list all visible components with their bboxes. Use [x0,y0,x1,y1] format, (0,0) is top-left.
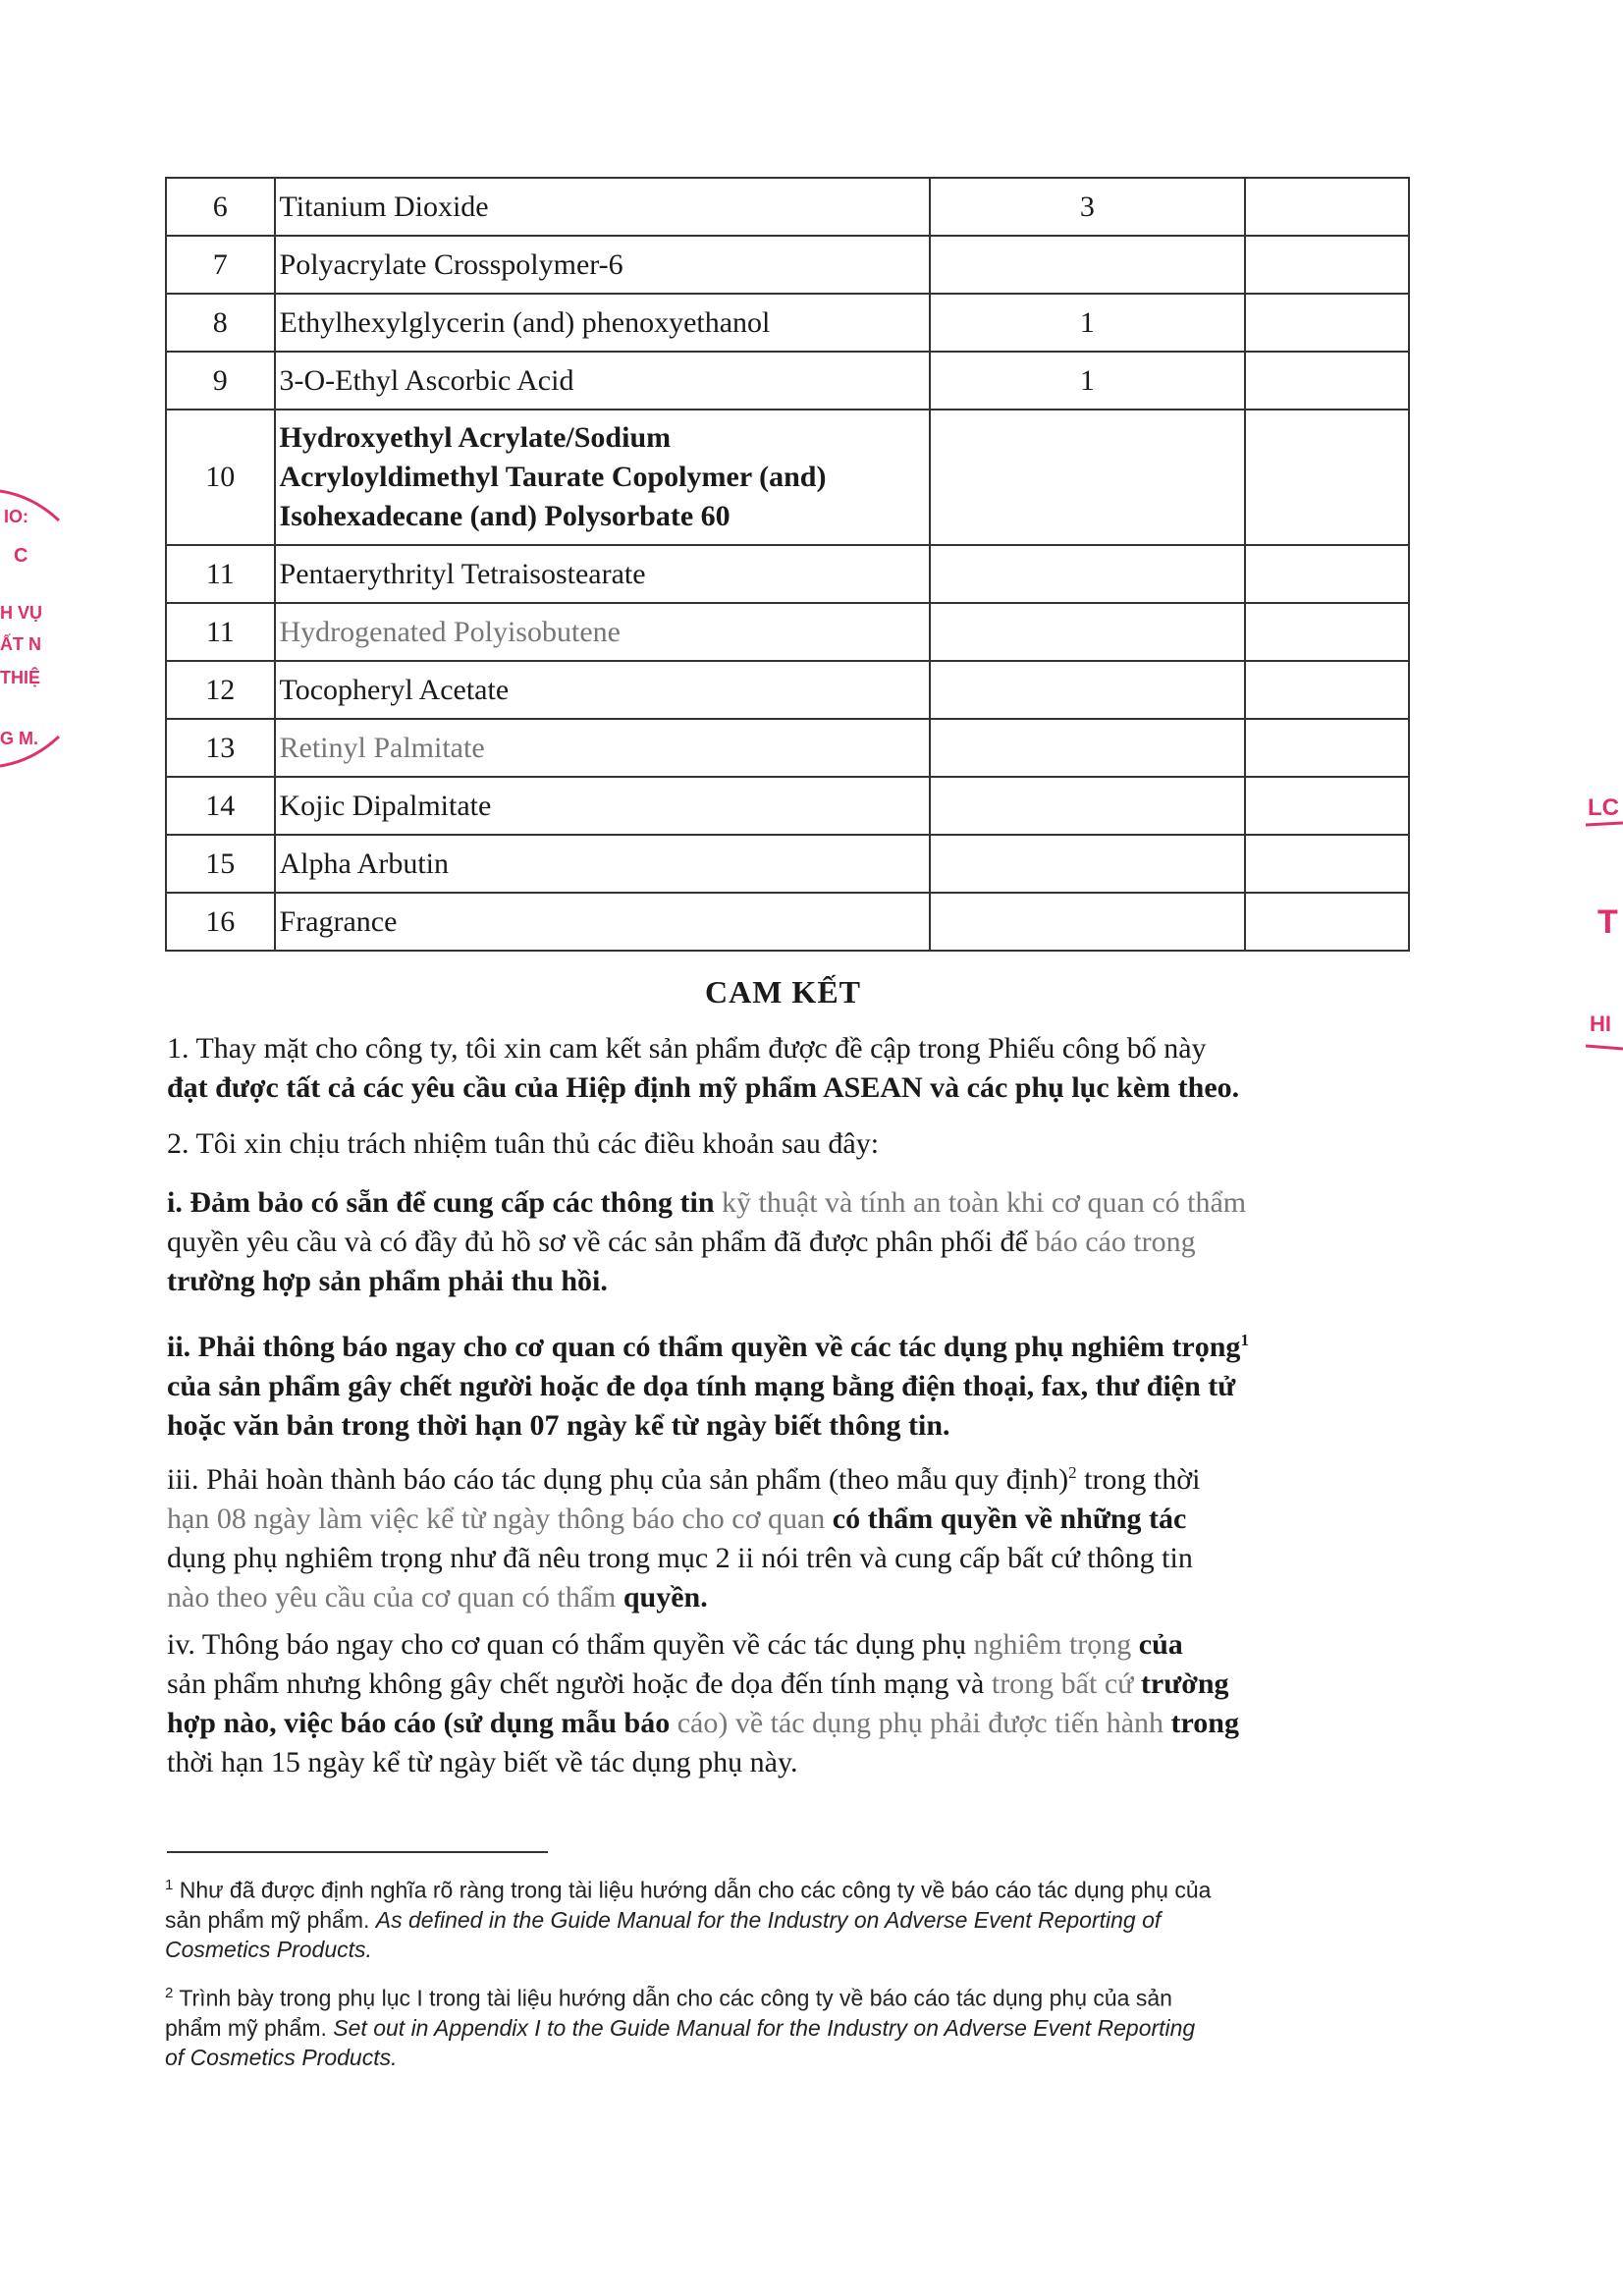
clause-iv-line-1: iv. Thông báo ngay cho cơ quan có thẩm quyền về các tác dụng phụ [167,1628,974,1661]
p1-line-2: đạt được tất cả các yêu cầu của Hiệp định mỹ phẩm ASEAN và các phụ lục kèm theo. [167,1071,1240,1104]
ingredient-note [1245,603,1409,661]
ingredient-percentage [930,835,1246,893]
clause-iv-line-4: thời hạn 15 ngày kể từ ngày biết về tác dụng phụ này. [167,1746,798,1778]
footnote-2-vi-2: phẩm mỹ phẩm. [165,2014,334,2041]
ingredient-note [1245,294,1409,352]
right-edge-stamp [1576,776,1623,1070]
clause-iv [167,1625,1414,1782]
footnote-2-vi: Trình bày trong phụ lục I trong tài liệu hướng dẫn cho các công ty về báo cáo tác dụng phụ của sản [173,1985,1172,2011]
ingredient-name: Ethylhexylglycerin (and) phenoxyethanol [275,294,930,352]
left-edge-stamp [0,481,79,776]
clause-iv-bold-2: trường [1133,1667,1229,1700]
clause-i-text-2: quyền yêu cầu và có đầy đủ hồ sơ về các sản phẩm đã được phân phối để [167,1226,1028,1258]
row-number: 12 [166,661,275,719]
footnote-1-en-2: Cosmetics Products. [165,1936,372,1962]
right-stamp-line-1 [1586,823,1623,825]
ingredient-percentage [930,603,1246,661]
clause-iv-bold-3b: trong [1163,1707,1239,1739]
table-row [166,178,1409,236]
footnote-2-en-2: of Cosmetics Products. [165,2044,398,2070]
ingredient-percentage [930,777,1246,835]
ingredient-name-line: Acryloyldimethyl Taurate Copolymer (and) [279,461,827,493]
table-row [166,352,1409,410]
clause-i-bold-1: i. Đảm bảo có sẵn để cung cấp các thông tin [167,1186,715,1219]
clause-i-bold-3: trường hợp sản phẩm phải thu hồi. [167,1265,608,1297]
clause-iii-bold-2: có thẩm quyền về những tác [832,1503,1187,1535]
right-stamp-t3: HI [1590,1011,1611,1036]
clause-iii-line-1b: trong thời [1076,1463,1201,1496]
clause-iv-bold-1: của [1131,1628,1183,1661]
ingredient-note [1245,835,1409,893]
row-number: 11 [166,603,275,661]
clause-i [167,1183,1414,1301]
clause-iv-bold-3: hợp nào, việc báo cáo (sử dụng mẫu báo [167,1707,677,1739]
ingredient-name: 3-O-Ethyl Ascorbic Acid [275,352,930,410]
ingredient-note [1245,777,1409,835]
right-stamp-line-2 [1586,1046,1623,1049]
ingredient-name-line: Isohexadecane (and) Polysorbate 60 [279,500,730,532]
clause-iv-faint-3: cáo) về tác dụng phụ phải được tiến hành [676,1707,1164,1739]
row-number: 11 [166,545,275,603]
ingredient-note [1245,719,1409,777]
commitment-title: CAM KẾT [705,974,861,1010]
row-number: 15 [166,835,275,893]
ingredient-name: Pentaerythrityl Tetraisostearate [275,545,930,603]
clause-ii-line-2: của sản phẩm gây chết người hoặc đe dọa tính mạng bằng điện thoại, fax, thư điện tử [167,1370,1236,1402]
ingredient-percentage [930,719,1246,777]
footnote-divider [167,1851,548,1853]
ingredient-name: Fragrance [275,893,930,951]
footnote-1-number: 1 [165,1877,174,1893]
ingredient-name: Tocopheryl Acetate [275,661,930,719]
ingredient-percentage [930,545,1246,603]
row-number: 16 [166,893,275,951]
table-row [166,893,1409,951]
ingredient-name: Titanium Dioxide [275,178,930,236]
table-row [166,545,1409,603]
right-stamp-t1: LC [1588,794,1619,821]
footnote-1-en: As defined in the Guide Manual for the Industry on Adverse Event Reporting of [375,1906,1162,1933]
footnote-ref-2: 2 [1068,1463,1077,1482]
footnote-1-vi-2: sản phẩm mỹ phẩm. [165,1906,376,1933]
table-row [166,719,1409,777]
footnote-1-vi: Như đã được định nghĩa rõ ràng trong tài liệu hướng dẫn cho các công ty về báo cáo tác dụng phụ của [173,1877,1212,1903]
footnote-2-en: Set out in Appendix I to the Guide Manual for the Industry on Adverse Event Reporting [333,2014,1196,2041]
table-row [166,410,1409,545]
ingredient-note [1245,410,1409,545]
row-number: 9 [166,352,275,410]
ingredient-percentage: 1 [930,352,1246,410]
row-number: 10 [166,410,275,545]
footnote-2-number: 2 [165,1985,174,2001]
clause-iii-line-3: dụng phụ nghiêm trọng như đã nêu trong mục 2 ii nói trên và cung cấp bất cứ thông tin [167,1542,1193,1574]
ingredient-name: Hydrogenated Polyisobutene [275,603,930,661]
ingredient-name: Polyacrylate Crosspolymer-6 [275,236,930,294]
commitment-paragraph-1 [167,1029,1414,1108]
ingredient-note [1245,661,1409,719]
left-stamp-t4: ẤT N [0,634,41,654]
footnote-2 [165,1979,1412,2072]
footnote-ref-1: 1 [1240,1331,1249,1349]
ingredient-name: Kojic Dipalmitate [275,777,930,835]
clause-i-faint-1: kỹ thuật và tính an toàn khi cơ quan có thẩm [714,1186,1247,1219]
clause-iii-line-1: iii. Phải hoàn thành báo cáo tác dụng phụ của sản phẩm (theo mẫu quy định) [167,1463,1069,1496]
ingredient-percentage: 3 [930,178,1246,236]
row-number: 7 [166,236,275,294]
ingredient-name-line: Hydroxyethyl Acrylate/Sodium [279,421,672,454]
ingredient-table [165,177,1410,952]
ingredient-note [1245,893,1409,951]
clause-ii [167,1321,1414,1446]
ingredient-percentage [930,661,1246,719]
ingredient-note [1245,545,1409,603]
table-row [166,777,1409,835]
left-stamp-t5: THIỆ [0,668,41,687]
table-row [166,661,1409,719]
row-number: 6 [166,178,275,236]
ingredient-name [275,410,930,545]
ingredient-percentage [930,236,1246,294]
ingredient-note [1245,178,1409,236]
table-row [166,294,1409,352]
clause-iii-faint-2: hạn 08 ngày làm việc kể từ ngày thông báo cho cơ quan [167,1503,833,1535]
commitment-paragraph-2: 2. Tôi xin chịu trách nhiệm tuân thủ các điều khoản sau đây: [167,1127,880,1160]
clause-iv-faint-2: trong bất cứ [991,1667,1134,1700]
ingredient-name: Retinyl Palmitate [275,719,930,777]
ingredient-percentage [930,893,1246,951]
row-number: 8 [166,294,275,352]
left-stamp-t6: G M. [0,729,38,748]
clause-iv-line-2: sản phẩm nhưng không gây chết người hoặc đe dọa đến tính mạng và [167,1667,992,1700]
clause-ii-line-3: hoặc văn bản trong thời hạn 07 ngày kể từ ngày biết thông tin. [167,1409,950,1442]
clause-i-faint-2: báo cáo trong [1027,1226,1196,1258]
footnote-1 [165,1871,1412,1964]
ingredient-percentage [930,410,1246,545]
left-stamp-t2: C [14,545,28,567]
clause-ii-line-1: ii. Phải thông báo ngay cho cơ quan có thẩm quyền về các tác dụng phụ nghiêm trọng [167,1331,1241,1363]
table-row [166,603,1409,661]
row-number: 14 [166,777,275,835]
clause-iv-faint-1: nghiêm trọng [973,1628,1132,1661]
table-row [166,835,1409,893]
clause-iii-faint-4: nào theo yêu cầu của cơ quan có thẩm [167,1581,623,1613]
right-stamp-t2: T [1597,903,1618,941]
ingredient-name: Alpha Arbutin [275,835,930,893]
clause-iii-bold-4: quyền. [622,1581,708,1613]
ingredient-note [1245,236,1409,294]
row-number: 13 [166,719,275,777]
clause-iii [167,1453,1414,1617]
ingredient-note [1245,352,1409,410]
ingredient-percentage: 1 [930,294,1246,352]
left-stamp-t1: IO: [4,507,28,526]
p1-line-1: 1. Thay mặt cho công ty, tôi xin cam kết sản phẩm được đề cập trong Phiếu công bố này [167,1032,1207,1065]
left-stamp-t3: H VỤ [0,603,43,623]
table-row [166,236,1409,294]
